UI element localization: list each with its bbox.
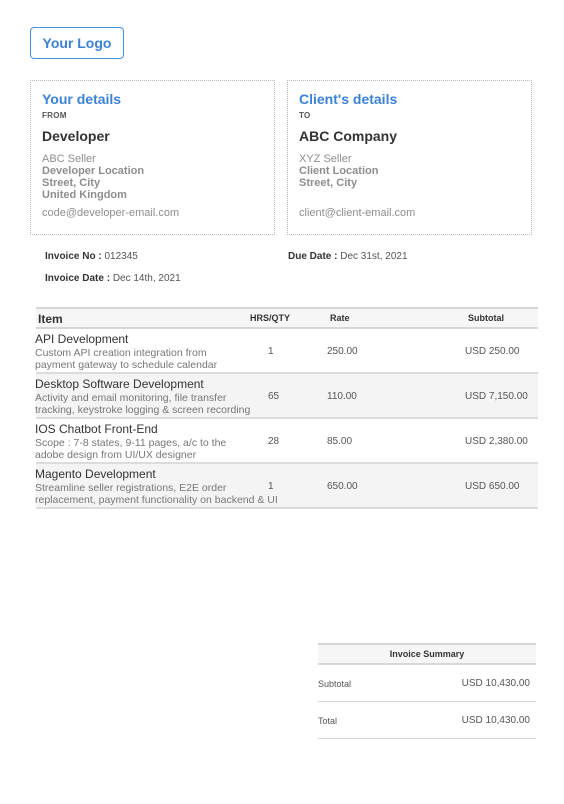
due-date-value: Dec 31st, 2021 (340, 251, 408, 262)
summary-total-value: USD 10,430.00 (461, 715, 530, 726)
header-rate: Rate (330, 313, 350, 323)
from-name: Developer (42, 128, 110, 144)
to-name: ABC Company (299, 128, 398, 144)
table-header (36, 307, 538, 329)
item-name: Desktop Software Development (35, 377, 204, 391)
item-subtotal: USD 7,150.00 (465, 391, 528, 402)
header-item: Item (38, 312, 63, 326)
invoice-date (45, 273, 181, 284)
to-tag: TO (299, 111, 311, 120)
item-desc: Activity and email monitoring, file transfer tracking, keystroke logging & screen recording (35, 392, 251, 416)
logo-box (30, 27, 124, 59)
to-email: client@client-email.com (299, 207, 416, 219)
to-address-line: XYZ Seller (299, 153, 352, 165)
item-rate: 250.00 (327, 346, 358, 357)
logo-text: Your Logo (42, 35, 112, 51)
invoice-date-label: Invoice Date : (45, 273, 111, 284)
item-qty: 65 (268, 391, 280, 402)
invoice-no (45, 251, 138, 262)
item-subtotal: USD 250.00 (465, 346, 520, 357)
item-desc: Scope : 7-8 states, 9-11 pages, a/c to the adobe design from UI/UX designer (35, 437, 227, 461)
item-rate: 110.00 (327, 391, 357, 402)
item-name: API Development (35, 332, 129, 346)
invoice-no-label: Invoice No : (45, 251, 102, 262)
item-subtotal: USD 650.00 (465, 481, 520, 492)
item-name: IOS Chatbot Front-End (35, 422, 158, 436)
to-title: Client's details (299, 91, 398, 107)
from-address-line: ABC Seller (42, 153, 96, 165)
summary-subtotal-value: USD 10,430.00 (461, 678, 530, 689)
summary-total-label: Total (318, 716, 338, 726)
table-row (36, 329, 538, 374)
invoice-no-value: 012345 (104, 251, 138, 262)
header-subtotal: Subtotal (468, 313, 504, 323)
summary-title: Invoice Summary (318, 643, 536, 665)
summary-subtotal-row (318, 665, 536, 702)
item-qty: 28 (268, 436, 280, 447)
item-rate: 650.00 (327, 481, 358, 492)
from-address (42, 153, 144, 201)
item-rate: 85.00 (327, 436, 353, 447)
item-qty: 1 (268, 346, 274, 357)
table-row (36, 464, 538, 509)
to-address-line: Street, City (299, 177, 358, 189)
items-table (36, 307, 538, 509)
summary-subtotal-label: Subtotal (318, 679, 352, 689)
from-address-line: Street, City (42, 177, 101, 189)
to-address-line: Client Location (299, 165, 379, 177)
table-row (36, 374, 538, 419)
table-row (36, 419, 538, 464)
summary-total-row (318, 702, 536, 739)
item-subtotal: USD 2,380.00 (465, 436, 528, 447)
invoice-summary (318, 643, 536, 739)
from-address-line: Developer Location (42, 165, 145, 177)
from-address-line: United Kingdom (42, 189, 127, 201)
from-card (30, 80, 275, 235)
to-card (287, 80, 532, 235)
to-address (299, 153, 378, 189)
item-desc: Streamline seller registrations, E2E order replacement, payment functionality on backend & UI (35, 482, 278, 506)
invoice-date-value: Dec 14th, 2021 (112, 273, 181, 284)
from-email: code@developer-email.com (42, 207, 180, 219)
header-qty: HRS/QTY (250, 313, 291, 323)
item-name: Magento Development (35, 467, 156, 481)
from-title: Your details (42, 91, 122, 107)
item-qty: 1 (268, 481, 274, 492)
due-date (288, 251, 408, 262)
item-desc: Custom API creation integration from payment gateway to schedule calendar (35, 347, 218, 371)
due-date-label: Due Date : (288, 251, 338, 262)
from-tag: FROM (42, 111, 67, 120)
